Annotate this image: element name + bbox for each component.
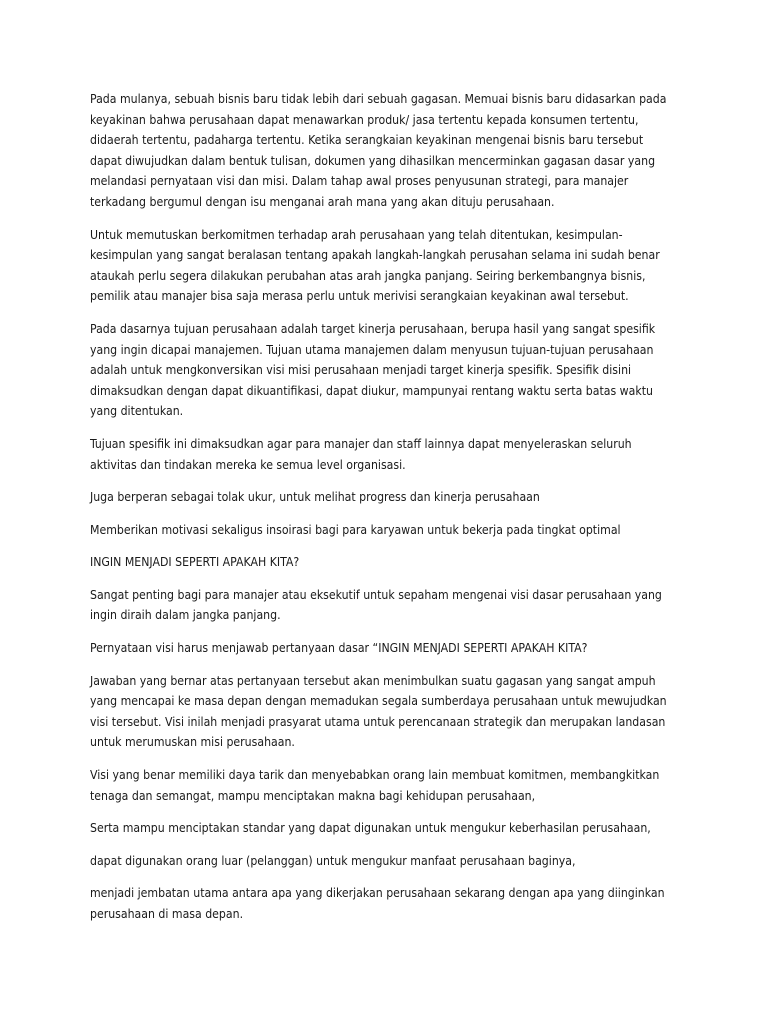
paragraph — [90, 552, 690, 573]
paragraph — [90, 671, 690, 753]
text-line: visi tersebut. Visi inilah menjadi prasyarat utama untuk perencanaan strategik dan merupakan landasan — [90, 714, 666, 729]
paragraph — [90, 851, 690, 872]
text-line: ataukah perlu segera dilakukan perubahan atas arah jangka panjang. Seiring berkembangnya bisnis, — [90, 268, 646, 283]
text-line: didaerah tertentu, padaharga tertentu. Ketika serangkaian keyakinan mengenai bisnis baru tersebut — [90, 133, 644, 148]
text-line: menjadi jembatan utama antara apa yang dikerjakan perusahaan sekarang dengan apa yang diinginkan — [90, 886, 665, 901]
paragraph — [90, 225, 690, 307]
text-line: kesimpulan yang sangat beralasan tentang apakah langkah-langkah perusahan selama ini sudah benar — [90, 248, 660, 263]
text-line: melandasi pernyataan visi dan misi. Dalam tahap awal proses penyusunan strategi, para manajer — [90, 174, 629, 189]
text-line: INGIN MENJADI SEPERTI APAKAH KITA? — [90, 555, 300, 570]
text-line: adalah untuk mengkonversikan visi misi perusahaan menjadi target kinerja spesifik. Spesifik disini — [90, 363, 632, 378]
text-line: tenaga dan semangat, mampu menciptakan makna bagi kehidupan perusahaan, — [90, 788, 536, 803]
text-line: Pernyataan visi harus menjawab pertanyaan dasar “INGIN MENJADI SEPERTI APAKAH KITA? — [90, 641, 588, 656]
text-line: dapat diwujudkan dalam bentuk tulisan, dokumen yang dihasilkan mencerminkan gagasan dasar yang — [90, 153, 656, 168]
paragraph — [90, 434, 690, 475]
paragraph — [90, 585, 690, 626]
paragraph — [90, 487, 690, 508]
text-line: Untuk memutuskan berkomitmen terhadap arah perusahaan yang telah ditentukan, kesimpulan- — [90, 227, 623, 242]
text-line: Pada mulanya, sebuah bisnis baru tidak lebih dari sebuah gagasan. Memuai bisnis baru didasarkan pada — [90, 92, 667, 106]
document-body — [90, 89, 690, 937]
text-line: perusahaan di masa depan. — [90, 907, 244, 921]
text-line: Serta mampu menciptakan standar yang dapat digunakan untuk mengukur keberhasilan perusahaan, — [90, 821, 651, 836]
text-line: ingin diraih dalam jangka panjang. — [90, 608, 281, 623]
text-line: Sangat penting bagi para manajer atau eksekutif untuk sepaham mengenai visi dasar perusahaan yang — [90, 587, 662, 602]
paragraph — [90, 319, 690, 422]
text-line: Pada dasarnya tujuan perusahaan adalah target kinerja perusahaan, berupa hasil yang sangat spesifik — [90, 321, 656, 336]
text-line: Jawaban yang bernar atas pertanyaan tersebut akan menimbulkan suatu gagasan yang sangat ampuh — [90, 673, 656, 688]
text-line: dimaksudkan dengan dapat dikuantifikasi, dapat diukur, mampunyai rentang waktu serta batas waktu — [90, 383, 653, 398]
text-line: Tujuan spesifik ini dimaksudkan agar para manajer dan staff lainnya dapat menyeleraskan seluruh — [90, 436, 632, 451]
paragraph — [90, 520, 690, 541]
text-line: aktivitas dan tindakan mereka ke semua level organisasi. — [90, 457, 406, 472]
text-line: pemilik atau manajer bisa saja merasa perlu untuk merivisi serangkaian keyakinan awal tersebut. — [90, 289, 629, 304]
text-line: Juga berperan sebagai tolak ukur, untuk melihat progress dan kinerja perusahaan — [90, 490, 540, 505]
text-line: untuk merumuskan misi perusahaan. — [90, 735, 295, 750]
text-line: dapat digunakan orang luar (pelanggan) untuk mengukur manfaat perusahaan baginya, — [90, 853, 576, 868]
text-line: Memberikan motivasi sekaligus insoirasi bagi para karyawan untuk bekerja pada tingkat optimal — [90, 522, 621, 537]
paragraph — [90, 765, 690, 806]
paragraph — [90, 638, 690, 659]
text-line: yang ingin dicapai manajemen. Tujuan utama manajemen dalam menyusun tujuan-tujuan perusahaan — [90, 342, 654, 357]
paragraph — [90, 818, 690, 839]
paragraph — [90, 883, 690, 924]
text-line: terkadang bergumul dengan isu menganai arah mana yang akan dituju perusahaan. — [90, 194, 555, 209]
text-line: yang ditentukan. — [90, 404, 184, 419]
text-line: yang mencapai ke masa depan dengan memadukan segala sumberdaya perusahaan untuk mewujudkan — [90, 694, 667, 709]
text-line: Visi yang benar memiliki daya tarik dan menyebabkan orang lain membuat komitmen, membangkitkan — [90, 768, 660, 783]
paragraph — [90, 89, 690, 213]
text-line: keyakinan bahwa perusahaan dapat menawarkan produk/ jasa tertentu kepada konsumen tertentu, — [90, 112, 639, 127]
